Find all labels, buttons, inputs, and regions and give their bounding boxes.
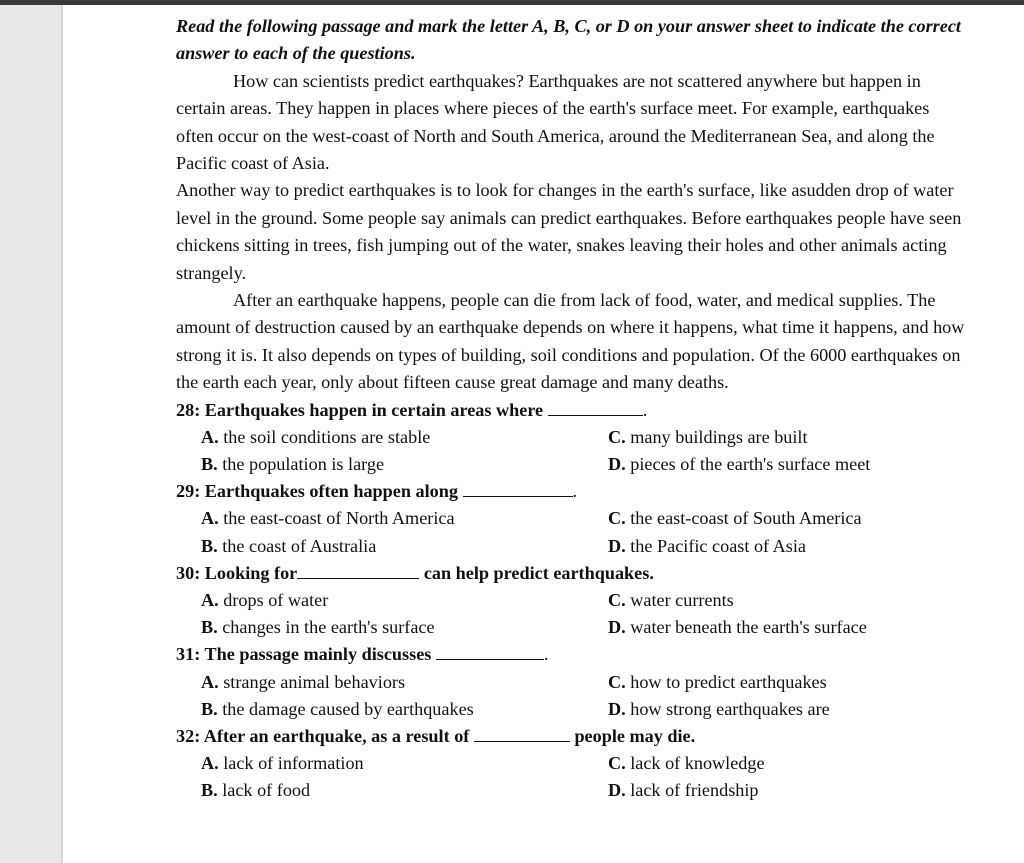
option-text: pieces of the earth's surface meet xyxy=(630,454,871,475)
option-a[interactable] xyxy=(201,505,455,532)
instructions: Read the following passage and mark the letter A, B, C, or D on your answer sheet to indicate the correct answer to each of the questions. xyxy=(176,16,961,64)
option-d[interactable] xyxy=(608,614,867,641)
option-b[interactable] xyxy=(201,451,384,478)
option-letter: C. xyxy=(608,426,626,447)
answer-blank xyxy=(474,724,570,742)
option-letter: A. xyxy=(201,671,219,692)
passage-paragraph-1: How can scientists predict earthquakes? Earthquakes are not scattered anywhere but happen in certain areas. They happen in places where pieces of the earth's surface meet. For example, earthquakes often occur on the west-coast of North and South America, around the Mediterranean Sea, and along the Pacific coast of Asia. xyxy=(176,70,935,174)
options-row xyxy=(176,587,966,614)
question-text-end: people may die. xyxy=(574,725,696,746)
question-stem xyxy=(176,478,966,505)
option-b[interactable] xyxy=(201,614,435,641)
question-text: 32: After an earthquake, as a result of xyxy=(176,725,470,746)
document-page xyxy=(63,5,1024,863)
option-a[interactable] xyxy=(201,669,405,696)
question-stem xyxy=(176,397,966,424)
option-text: lack of information xyxy=(223,753,364,774)
options-row xyxy=(176,505,966,532)
option-letter: C. xyxy=(608,671,626,692)
question-text: 29: Earthquakes often happen along xyxy=(176,481,458,502)
options-row xyxy=(176,669,966,696)
answer-blank xyxy=(297,561,419,579)
option-letter: C. xyxy=(608,590,626,610)
option-letter: B. xyxy=(201,454,218,475)
option-text: lack of friendship xyxy=(630,780,759,801)
passage-paragraph-3: After an earthquake happens, people can die from lack of food, water, and medical supplies. The amount of destruction caused by an earthquake depends on where it happens, what time it happens, and how strong it is. It also depends on types of building, soil conditions and population. Of the 6000 earthquakes on the earth each year, only about fifteen cause great damage and many deaths. xyxy=(176,290,965,393)
option-text: the Pacific coast of Asia xyxy=(630,535,806,556)
option-text: how strong earthquakes are xyxy=(630,698,830,719)
option-text: the soil conditions are stable xyxy=(223,426,431,447)
option-a[interactable] xyxy=(201,587,328,614)
option-text: water beneath the earth's surface xyxy=(630,617,867,638)
option-text: lack of food xyxy=(222,780,311,801)
question-text-end: can help predict earthquakes. xyxy=(423,562,654,583)
option-text: drops of water xyxy=(223,590,329,610)
question-29 xyxy=(176,478,966,560)
option-letter: A. xyxy=(201,426,219,447)
option-letter: B. xyxy=(201,617,218,638)
options-row xyxy=(176,451,966,478)
option-text: many buildings are built xyxy=(630,426,808,447)
passage-paragraph-2: Another way to predict earthquakes is to look for changes in the earth's surface, like asudden drop of water level in the ground. Some people say animals can predict earthquakes. Before earthquakes people have seen chickens sitting in trees, fish jumping out of the water, snakes leaving their holes and other animals acting strangely. xyxy=(176,180,962,283)
option-text: water currents xyxy=(630,590,734,610)
option-c[interactable] xyxy=(608,505,862,532)
option-text: the east-coast of South America xyxy=(630,508,862,529)
options-row xyxy=(176,533,966,560)
option-text: strange animal behaviors xyxy=(223,671,406,692)
option-text: the east-coast of North America xyxy=(223,508,455,529)
option-c[interactable] xyxy=(608,750,765,777)
options-row xyxy=(176,750,966,777)
option-text: the damage caused by earthquakes xyxy=(222,698,474,719)
option-letter: A. xyxy=(201,590,219,610)
question-stem xyxy=(176,641,966,668)
option-d[interactable] xyxy=(608,451,870,478)
option-text: lack of knowledge xyxy=(630,753,765,774)
question-text: 28: Earthquakes happen in certain areas where xyxy=(176,399,544,420)
question-31 xyxy=(176,641,966,723)
answer-blank xyxy=(463,479,573,497)
question-text-end: . xyxy=(642,399,648,420)
option-b[interactable] xyxy=(201,533,376,560)
option-d[interactable] xyxy=(608,777,759,804)
option-b[interactable] xyxy=(201,696,474,723)
options-row xyxy=(176,696,966,723)
option-letter: B. xyxy=(201,780,218,801)
option-d[interactable] xyxy=(608,696,830,723)
option-letter: C. xyxy=(608,753,626,774)
option-letter: D. xyxy=(608,698,626,719)
option-d[interactable] xyxy=(608,533,806,560)
option-letter: A. xyxy=(201,753,219,774)
option-letter: C. xyxy=(608,508,626,529)
option-c[interactable] xyxy=(608,587,734,614)
option-text: the population is large xyxy=(222,454,385,475)
option-letter: A. xyxy=(201,508,219,529)
question-text: 30: Looking for xyxy=(176,562,298,583)
question-32 xyxy=(176,723,966,805)
document-content xyxy=(176,13,966,805)
question-stem xyxy=(176,560,966,587)
question-stem xyxy=(176,723,966,750)
option-a[interactable] xyxy=(201,750,364,777)
option-letter: D. xyxy=(608,617,626,638)
options-row xyxy=(176,614,966,641)
options-row xyxy=(176,777,966,804)
option-a[interactable] xyxy=(201,424,430,451)
option-letter: D. xyxy=(608,535,626,556)
option-letter: B. xyxy=(201,698,218,719)
option-text: the coast of Australia xyxy=(222,535,377,556)
option-c[interactable] xyxy=(608,669,827,696)
question-30 xyxy=(176,560,966,642)
question-28 xyxy=(176,397,966,479)
option-letter: B. xyxy=(201,535,218,556)
option-b[interactable] xyxy=(201,777,310,804)
option-text: how to predict earthquakes xyxy=(630,671,827,692)
option-text: changes in the earth's surface xyxy=(222,617,435,638)
answer-blank xyxy=(436,642,544,660)
option-letter: D. xyxy=(608,780,626,801)
answer-blank xyxy=(548,398,643,416)
question-text: 31: The passage mainly discusses xyxy=(176,644,432,665)
question-text-end: . xyxy=(543,644,549,665)
option-letter: D. xyxy=(608,454,626,475)
options-row xyxy=(176,424,966,451)
question-text-end: . xyxy=(572,481,578,502)
option-c[interactable] xyxy=(608,424,808,451)
